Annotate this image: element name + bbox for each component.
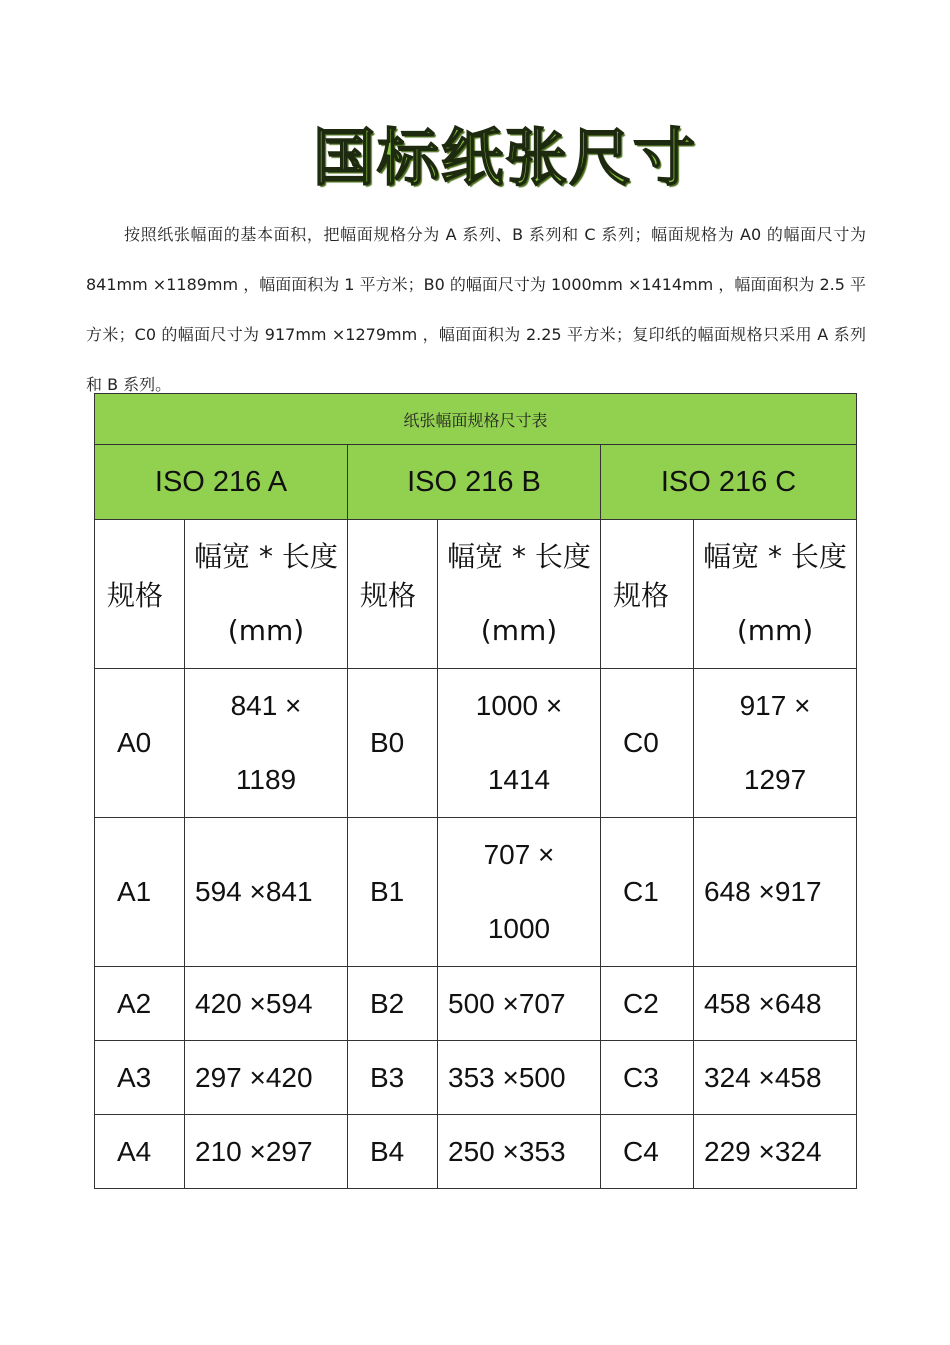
- size-dimensions: 229 ×324: [694, 1115, 857, 1189]
- size-dimensions: 458 ×648: [694, 967, 857, 1041]
- column-header-dim-line2: (mm): [480, 614, 558, 647]
- column-header-dim-line2: (mm): [736, 614, 814, 647]
- size-code: B0: [348, 669, 438, 818]
- size-dimensions: [185, 669, 348, 818]
- size-dimensions: [438, 818, 601, 967]
- size-code: B3: [348, 1041, 438, 1115]
- column-header-dimensions: [694, 520, 857, 669]
- column-header-row: [95, 520, 857, 669]
- size-code: B4: [348, 1115, 438, 1189]
- column-header-dim-line1: 幅宽 * 长度: [703, 540, 847, 573]
- size-dim-line1: 707 ×: [483, 839, 555, 870]
- paper-size-table: [94, 393, 857, 1189]
- size-dimensions: [438, 669, 601, 818]
- column-header-code: 规格: [348, 520, 438, 669]
- size-code: C1: [601, 818, 694, 967]
- column-header-dim-line2: (mm): [227, 614, 305, 647]
- column-header-code: 规格: [601, 520, 694, 669]
- intro-paragraph: 按照纸张幅面的基本面积，把幅面规格分为 A 系列、B 系列和 C 系列；幅面规格为 A0 的幅面尺寸为 841mm ×1189mm ，幅面面积为 1 平方米；B0 的幅面尺寸为 1000mm ×1414mm ，幅面面积为 2.5 平方米；C0 的幅面尺寸为 917mm ×1279mm ，幅面面积为 2.25 平方米；复印纸的幅面规格只采用 A 系列和 B 系列。: [86, 225, 866, 394]
- size-dimensions: 210 ×297: [185, 1115, 348, 1189]
- column-header-dim-line1: 幅宽 * 长度: [447, 540, 591, 573]
- size-dimensions: 500 ×707: [438, 967, 601, 1041]
- size-dimensions: 420 ×594: [185, 967, 348, 1041]
- series-b-header: ISO 216 B: [348, 445, 601, 520]
- table-row: [95, 1041, 857, 1115]
- table-row: [95, 967, 857, 1041]
- size-dim-line1: 917 ×: [739, 690, 811, 721]
- size-code: C0: [601, 669, 694, 818]
- size-code: B1: [348, 818, 438, 967]
- page-title: 国标纸张尺寸: [312, 121, 697, 194]
- table-row: [95, 669, 857, 818]
- size-code: C2: [601, 967, 694, 1041]
- size-dimensions: 250 ×353: [438, 1115, 601, 1189]
- size-dimensions: 297 ×420: [185, 1041, 348, 1115]
- series-header-row: [95, 445, 857, 520]
- size-code: B2: [348, 967, 438, 1041]
- size-dimensions: 648 ×917: [694, 818, 857, 967]
- column-header-code: 规格: [95, 520, 185, 669]
- size-dimensions: 353 ×500: [438, 1041, 601, 1115]
- size-code: A4: [95, 1115, 185, 1189]
- size-code: A3: [95, 1041, 185, 1115]
- table-row: [95, 818, 857, 967]
- size-code: A1: [95, 818, 185, 967]
- table-caption-row: [95, 394, 857, 445]
- size-dimensions: [694, 669, 857, 818]
- size-dim-line2: 1297: [743, 764, 807, 795]
- size-dim-line2: 1000: [487, 913, 551, 944]
- size-dim-line2: 1189: [235, 764, 297, 795]
- column-header-dimensions: [438, 520, 601, 669]
- size-code: C3: [601, 1041, 694, 1115]
- column-header-dim-line1: 幅宽 * 长度: [194, 540, 338, 573]
- size-dim-line1: 841 ×: [230, 690, 302, 721]
- series-a-header: ISO 216 A: [95, 445, 348, 520]
- size-code: C4: [601, 1115, 694, 1189]
- size-code: A2: [95, 967, 185, 1041]
- size-dim-line2: 1414: [487, 764, 551, 795]
- column-header-dimensions: [185, 520, 348, 669]
- series-c-header: ISO 216 C: [601, 445, 857, 520]
- size-dimensions: 324 ×458: [694, 1041, 857, 1115]
- size-dim-line1: 1000 ×: [475, 690, 563, 721]
- size-dimensions: 594 ×841: [185, 818, 348, 967]
- size-code: A0: [95, 669, 185, 818]
- table-caption: 纸张幅面规格尺寸表: [95, 394, 857, 445]
- table-row: [95, 1115, 857, 1189]
